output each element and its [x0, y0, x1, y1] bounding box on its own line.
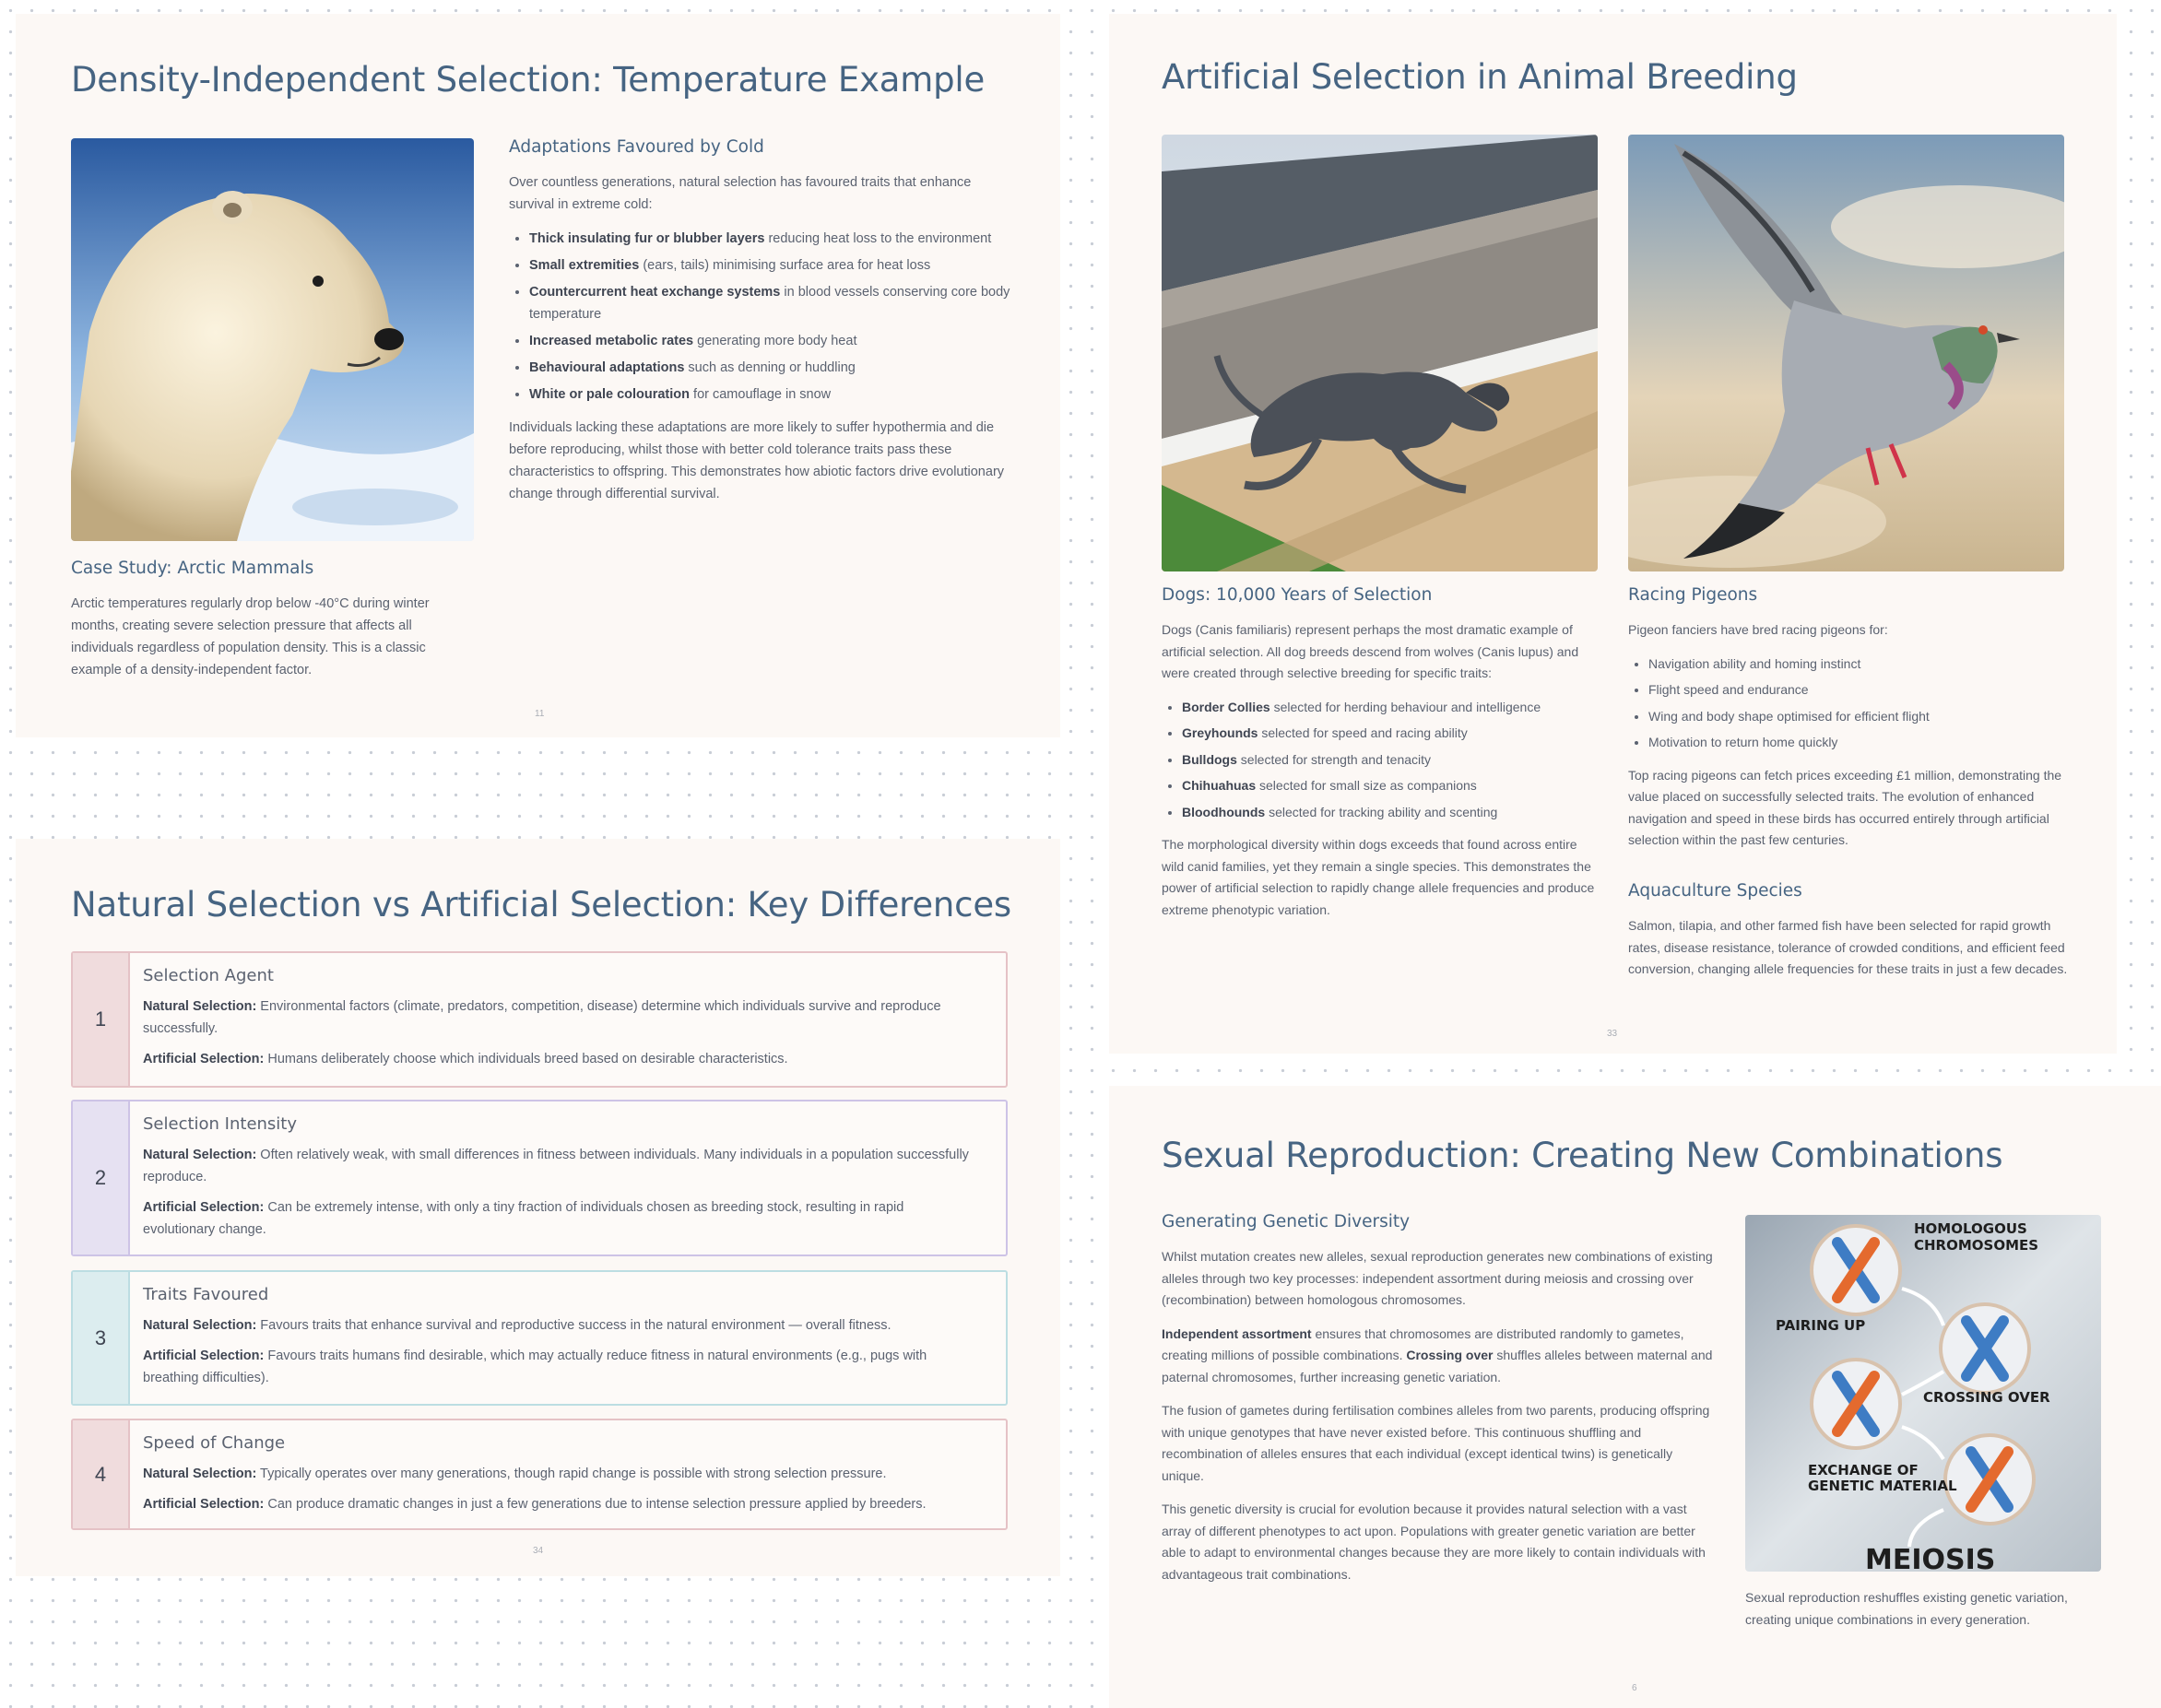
card-title: Selection Intensity [143, 1114, 298, 1134]
aquaculture-text: Salmon, tilapia, and other farmed fish have been selected for rapid growth rates, disease resistance, tolerance of crowded conditions, and efficient feed conversion, changing allele frequencies for these traits in just a few decades. [1628, 918, 2068, 976]
difference-card-3 [71, 1270, 1008, 1406]
card-title: Traits Favoured [143, 1285, 269, 1304]
slide-title: Sexual Reproduction: Creating New Combinations [1162, 1136, 2003, 1175]
label-exchange-2: GENETIC MATERIAL [1808, 1478, 1957, 1494]
card-body: Natural Selection: Often relatively weak, with small differences in fitness between individuals. Many individuals in a population successfully reproduce. Artificial Selection: Can be extremely intense, with only a tiny fraction of individuals chosen as breeding stock, resulting in rapid evolutionary change. [143, 1148, 969, 1237]
diagram-caption: Sexual reproduction reshuffles existing genetic variation, creating unique combinations in every generation. [1745, 1590, 2068, 1627]
card-number: 3 [73, 1272, 130, 1404]
page-number: 33 [1607, 1029, 1618, 1039]
card-number: 2 [73, 1101, 130, 1254]
aquaculture-heading: Aquaculture Species [1628, 881, 1802, 901]
chromosome-pair-3 [1812, 1360, 1900, 1448]
list-item: • Motivation to return home quickly [1648, 732, 2071, 754]
list-item: • Bulldogs selected for strength and tenacity [1182, 749, 1600, 772]
pigeons-intro: Pigeon fanciers have bred racing pigeons for: [1628, 622, 1888, 637]
slide-sexual-reproduction [1109, 1086, 2161, 1708]
case-study-text: Arctic temperatures regularly drop below -40°C during winter months, creating severe selection pressure that affects all individuals regardless of population density. This is a classic example of a density-independent factor. [71, 596, 430, 677]
chromosome-pair-2 [1941, 1304, 2029, 1393]
label-chromosomes: CHROMOSOMES [1914, 1237, 2039, 1254]
list-item: • Small extremities (ears, tails) minimising surface area for heat loss [529, 254, 1011, 277]
chromosome-pair-1 [1812, 1226, 1900, 1314]
paragraph: Whilst mutation creates new alleles, sexual reproduction generates new combinations of existing alleles through two key processes: independent assortment during meiosis and crossing over (recombination) between homologous chromosomes. [1162, 1249, 1713, 1307]
list-item: • Wing and body shape optimised for efficient flight [1648, 706, 2071, 728]
list-item: • White or pale colouration for camouflage in snow [529, 383, 1011, 406]
list-item: • Thick insulating fur or blubber layers reducing heat loss to the environment [529, 228, 1011, 250]
dogs-intro: Dogs (Canis familiaris) represent perhaps the most dramatic example of artificial selection. All dog breeds descend from wolves (Canis lupus) and were created through selective breeding for specific traits: [1162, 622, 1579, 680]
list-item: • Navigation ability and homing instinct [1648, 654, 2071, 676]
slide-title: Density-Independent Selection: Temperature Example [71, 60, 986, 100]
slide-title: Artificial Selection in Animal Breeding [1162, 57, 1798, 97]
paragraph: This genetic diversity is crucial for evolution because it provides natural selection with a vast array of different phenotypes to act upon. Populations with greater genetic variation are better able to adapt to environmental changes because they are more likely to contain individuals with advantageous trait combinations. [1162, 1502, 1706, 1582]
list-item: • Countercurrent heat exchange systems in blood vessels conserving core body temperature [529, 281, 1011, 325]
genetic-diversity-heading: Generating Genetic Diversity [1162, 1212, 1411, 1231]
label-homologous: HOMOLOGOUS [1914, 1220, 2027, 1237]
list-item: • Border Collies selected for herding behaviour and intelligence [1182, 697, 1600, 719]
page-number: 6 [1632, 1683, 1637, 1693]
adaptations-closing: Individuals lacking these adaptations are more likely to suffer hypothermia and die before reproducing, whilst those with better cold tolerance traits pass these characteristics to offspring. This demonstrates how abiotic factors drive evolutionary change through differential survival. [509, 420, 1005, 501]
slide-density-independent [16, 14, 1060, 737]
pigeons-body [1628, 619, 2071, 864]
adaptations-heading: Adaptations Favoured by Cold [509, 137, 764, 157]
pigeons-heading: Racing Pigeons [1628, 585, 1758, 605]
polar-bear-image [71, 138, 474, 541]
dogs-body [1162, 619, 1600, 933]
card-title: Speed of Change [143, 1433, 286, 1453]
card-body: Natural Selection: Environmental factors (climate, predators, competition, disease) determine which individuals survive and reproduce successfully. Artificial Selection: Humans deliberately choose which individuals breed based on desirable characteristics. [143, 999, 941, 1066]
label-crossing-over: CROSSING OVER [1923, 1389, 2050, 1406]
paragraph: Independent assortment ensures that chromosomes are distributed randomly to gametes, creating millions of possible combinations. Crossing over shuffles alleles between maternal and paternal chromosomes, further increasing genetic variation. [1162, 1325, 1713, 1384]
slide-title: Natural Selection vs Artificial Selection: Key Differences [71, 885, 1011, 925]
chromosome-pair-4 [1945, 1435, 2034, 1524]
dogs-heading: Dogs: 10,000 Years of Selection [1162, 585, 1433, 605]
meiosis-diagram [1745, 1215, 2101, 1572]
list-item: • Behavioural adaptations such as denning or huddling [529, 357, 1011, 379]
greyhound-image [1162, 135, 1598, 571]
card-number: 4 [73, 1420, 130, 1528]
page-number: 11 [535, 709, 545, 719]
card-number: 1 [73, 953, 130, 1086]
case-study-heading: Case Study: Arctic Mammals [71, 559, 314, 578]
card-body: Natural Selection: Typically operates over many generations, though rapid change is possible with strong selection pressure. Artificial Selection: Can produce dramatic changes in just a few generations due to intense selection pressure applied by breeders. [143, 1467, 927, 1512]
list-item: • Greyhounds selected for speed and racing ability [1182, 723, 1600, 745]
breeds-list [1162, 697, 1600, 824]
adaptations-body [509, 171, 1011, 517]
adaptations-list [509, 228, 1011, 406]
list-item: • Increased metabolic rates generating more body heat [529, 330, 1011, 352]
card-title: Selection Agent [143, 966, 274, 985]
difference-card-4 [71, 1419, 1008, 1530]
slide-artificial-selection [1109, 14, 2117, 1054]
label-exchange-1: EXCHANGE OF [1808, 1462, 1919, 1478]
list-item: • Bloodhounds selected for tracking ability and scenting [1182, 802, 1600, 824]
label-pairing-up: PAIRING UP [1776, 1317, 1866, 1334]
list-item: • Chihuahuas selected for small size as companions [1182, 775, 1600, 797]
pigeon-traits-list [1628, 654, 2071, 754]
genetic-diversity-body [1162, 1246, 1715, 1597]
difference-card-1 [71, 951, 1008, 1088]
page-number: 34 [533, 1546, 544, 1556]
label-meiosis: MEIOSIS [1865, 1544, 1996, 1572]
paragraph: The fusion of gametes during fertilisation combines alleles from two parents, producing offspring with unique genotypes that have never existed before. This continuous shuffling and recombination of alleles ensures that each individual (except identical twins) is genetically unique. [1162, 1403, 1710, 1483]
card-body: Natural Selection: Favours traits that enhance survival and reproductive success in the natural environment — overall fitness. Artificial Selection: Favours traits humans find desirable, which may actually reduce fitness in natural environments (e.g., pugs with breathing difficulties). [143, 1318, 927, 1385]
pigeon-image [1628, 135, 2064, 571]
dogs-closing: The morphological diversity within dogs exceeds that found across entire wild canid families, yet they remain a single species. This demonstrates the power of artificial selection to rapidly change allele frequencies and produce extreme phenotypic variation. [1162, 837, 1595, 917]
list-item: • Flight speed and endurance [1648, 679, 2071, 701]
difference-card-2 [71, 1100, 1008, 1256]
adaptations-intro: Over countless generations, natural selection has favoured traits that enhance survival in extreme cold: [509, 175, 972, 212]
pigeons-closing: Top racing pigeons can fetch prices exceeding £1 million, demonstrating the value placed on successfully selected traits. The evolution of enhanced navigation and speed in these birds has occurred entirely through artificial selection within the past few centuries. [1628, 767, 2062, 847]
